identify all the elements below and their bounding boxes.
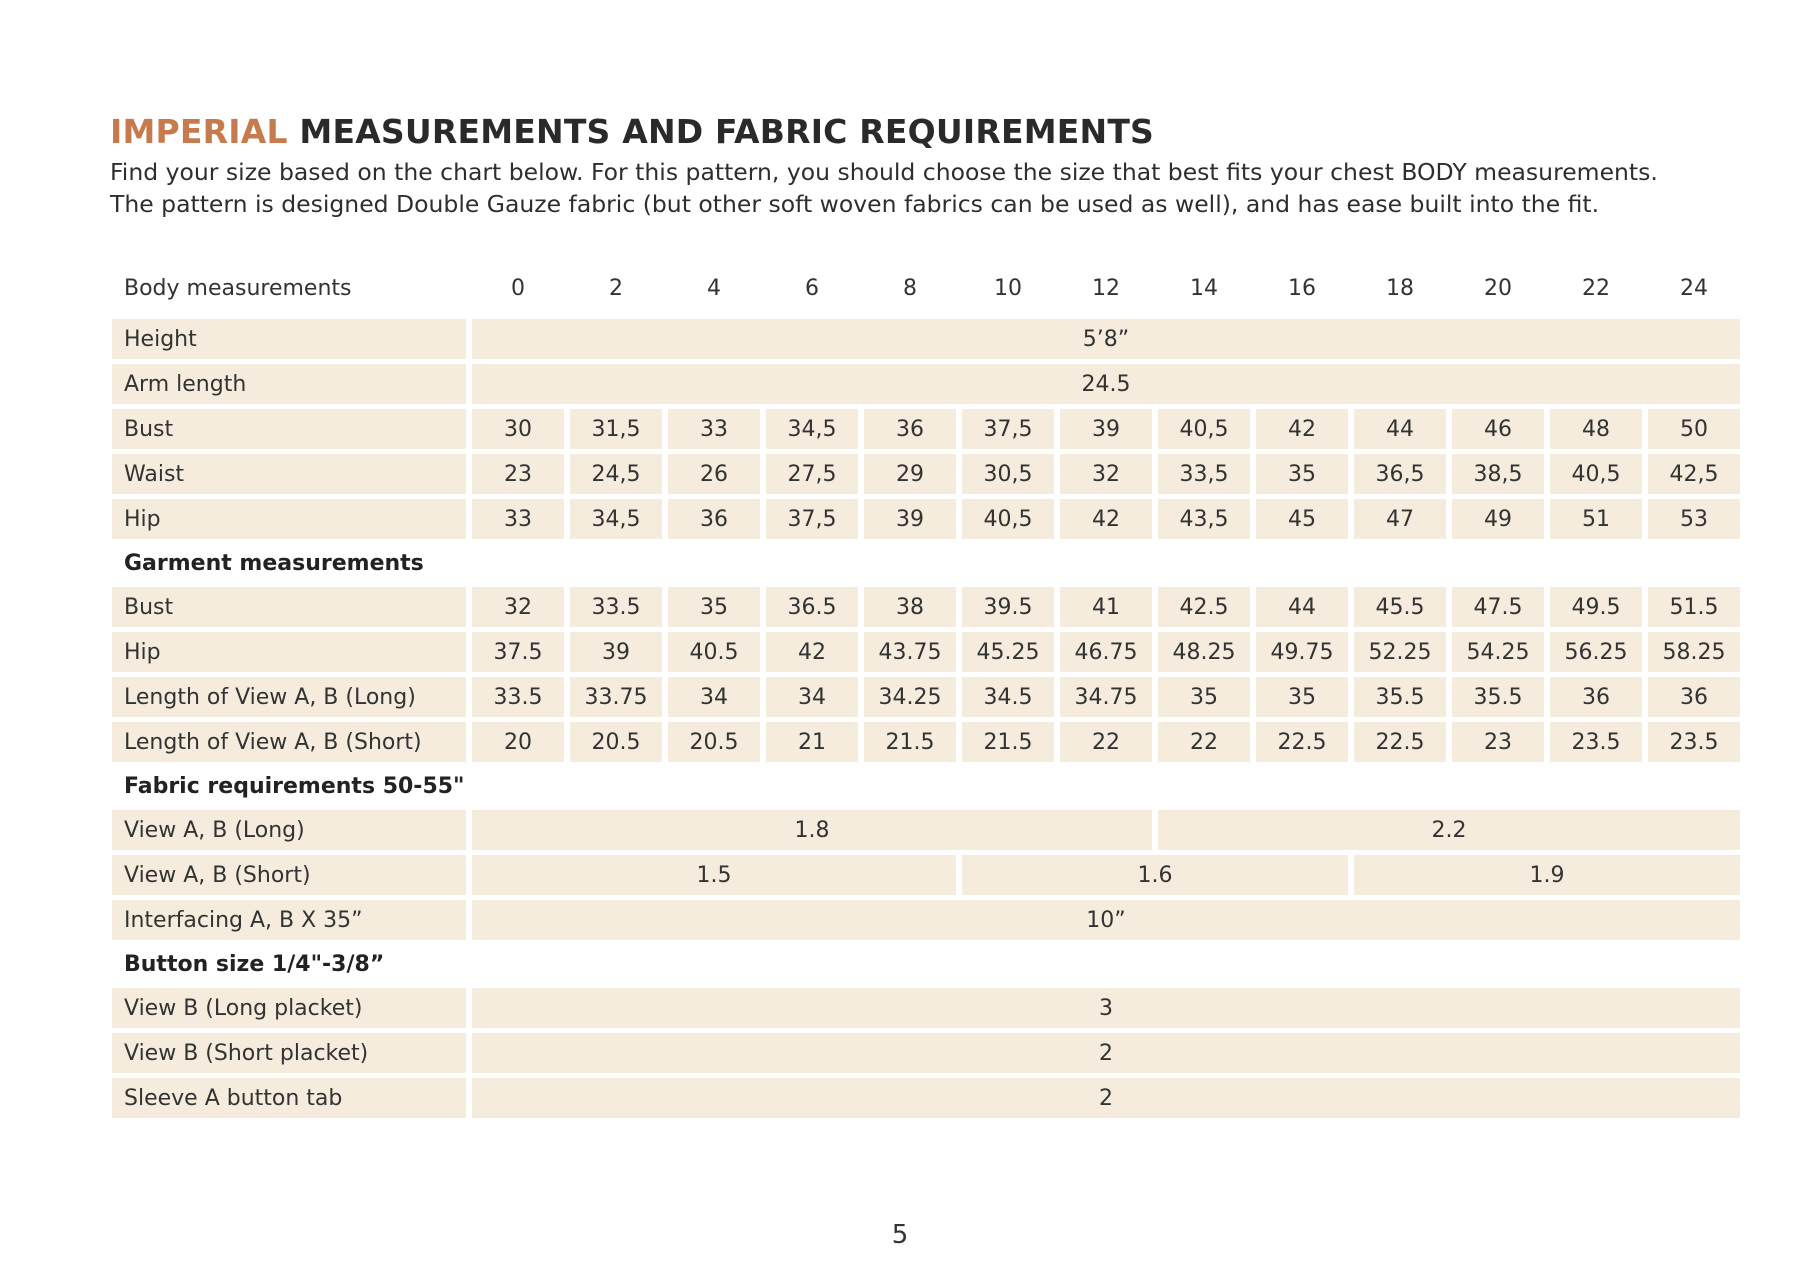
merged-value-cell: 1.6 <box>962 855 1348 895</box>
measurement-row <box>112 677 1740 717</box>
value-cell: 33 <box>472 499 564 539</box>
value-cell: 31,5 <box>570 409 662 449</box>
row-label: Length of View A, B (Short) <box>112 722 466 762</box>
measurement-row <box>112 587 1740 627</box>
size-header: 20 <box>1484 275 1512 301</box>
value-cell: 33.75 <box>570 677 662 717</box>
intro-text <box>110 156 1750 220</box>
row-label: Bust <box>112 587 466 627</box>
value-cell: 45.25 <box>962 632 1054 672</box>
value-cell: 22.5 <box>1354 722 1446 762</box>
value-cell: 54.25 <box>1452 632 1544 672</box>
value-cell: 51.5 <box>1648 587 1740 627</box>
row-label: Hip <box>112 499 466 539</box>
value-cell: 47 <box>1354 499 1446 539</box>
value-cell: 34.5 <box>962 677 1054 717</box>
title-accent: IMPERIAL <box>110 112 288 151</box>
row-label: View B (Long placket) <box>112 988 466 1028</box>
size-header: 6 <box>805 275 819 301</box>
row-label: Interfacing A, B X 35” <box>112 900 466 940</box>
value-cell: 35 <box>668 587 760 627</box>
value-cell: 45 <box>1256 499 1348 539</box>
value-cell: 40,5 <box>962 499 1054 539</box>
value-cell: 33.5 <box>570 587 662 627</box>
value-cell: 42 <box>1256 409 1348 449</box>
value-cell: 40.5 <box>668 632 760 672</box>
value-cell: 37,5 <box>962 409 1054 449</box>
value-cell: 39 <box>570 632 662 672</box>
value-cell: 38,5 <box>1452 454 1544 494</box>
value-cell: 42 <box>766 632 858 672</box>
value-cell: 29 <box>864 454 956 494</box>
size-chart-table <box>106 257 1746 1123</box>
row-label: Waist <box>112 454 466 494</box>
value-cell: 45.5 <box>1354 587 1446 627</box>
size-header: 8 <box>903 275 917 301</box>
row-label: Height <box>112 319 466 359</box>
row-label: View A, B (Long) <box>112 810 466 850</box>
size-header: 18 <box>1386 275 1414 301</box>
section-heading: Garment measurements <box>124 550 424 576</box>
value-cell: 33 <box>668 409 760 449</box>
value-cell: 36 <box>864 409 956 449</box>
row-label: Arm length <box>112 364 466 404</box>
size-header: 10 <box>994 275 1022 301</box>
measurement-row <box>112 409 1740 449</box>
value-cell: 43,5 <box>1158 499 1250 539</box>
value-cell: 51 <box>1550 499 1642 539</box>
row-label: Bust <box>112 409 466 449</box>
section-heading-row <box>112 945 1740 983</box>
measurement-row <box>112 1078 1740 1118</box>
value-cell: 34.25 <box>864 677 956 717</box>
value-cell: 56.25 <box>1550 632 1642 672</box>
value-cell: 36,5 <box>1354 454 1446 494</box>
value-cell: 44 <box>1354 409 1446 449</box>
measurement-row <box>112 988 1740 1028</box>
value-cell: 49.75 <box>1256 632 1348 672</box>
value-cell: 35 <box>1256 454 1348 494</box>
merged-value-cell: 2.2 <box>1158 810 1740 850</box>
value-cell: 33.5 <box>472 677 564 717</box>
value-cell: 39 <box>1060 409 1152 449</box>
row-label: Length of View A, B (Long) <box>112 677 466 717</box>
value-cell: 48 <box>1550 409 1642 449</box>
value-cell: 40,5 <box>1550 454 1642 494</box>
header-label: Body measurements <box>124 275 352 301</box>
intro-line: The pattern is designed Double Gauze fabric (but other soft woven fabrics can be used as well), and has ease built into the fit. <box>110 190 1600 218</box>
value-cell: 34 <box>766 677 858 717</box>
measurement-row <box>112 454 1740 494</box>
value-cell: 46 <box>1452 409 1544 449</box>
value-cell: 34,5 <box>570 499 662 539</box>
merged-value-cell: 2 <box>472 1078 1740 1118</box>
value-cell: 58.25 <box>1648 632 1740 672</box>
measurement-row <box>112 319 1740 359</box>
size-header: 16 <box>1288 275 1316 301</box>
row-label: Sleeve A button tab <box>112 1078 466 1118</box>
value-cell: 46.75 <box>1060 632 1152 672</box>
row-label: View B (Short placket) <box>112 1033 466 1073</box>
page-title <box>110 112 1154 151</box>
measurement-row <box>112 364 1740 404</box>
title-rest: MEASUREMENTS AND FABRIC REQUIREMENTS <box>299 112 1155 151</box>
value-cell: 42 <box>1060 499 1152 539</box>
value-cell: 22 <box>1158 722 1250 762</box>
value-cell: 36 <box>668 499 760 539</box>
value-cell: 22 <box>1060 722 1152 762</box>
value-cell: 35.5 <box>1452 677 1544 717</box>
value-cell: 23 <box>1452 722 1544 762</box>
value-cell: 27,5 <box>766 454 858 494</box>
value-cell: 49 <box>1452 499 1544 539</box>
value-cell: 53 <box>1648 499 1740 539</box>
value-cell: 23 <box>472 454 564 494</box>
value-cell: 41 <box>1060 587 1152 627</box>
value-cell: 39.5 <box>962 587 1054 627</box>
value-cell: 20.5 <box>668 722 760 762</box>
section-heading-row <box>112 767 1740 805</box>
header-row <box>112 262 1740 314</box>
value-cell: 34.75 <box>1060 677 1152 717</box>
value-cell: 36.5 <box>766 587 858 627</box>
value-cell: 33,5 <box>1158 454 1250 494</box>
merged-value-cell: 5’8” <box>472 319 1740 359</box>
value-cell: 49.5 <box>1550 587 1642 627</box>
value-cell: 35.5 <box>1354 677 1446 717</box>
value-cell: 24,5 <box>570 454 662 494</box>
merged-value-cell: 1.9 <box>1354 855 1740 895</box>
value-cell: 34 <box>668 677 760 717</box>
value-cell: 35 <box>1256 677 1348 717</box>
page-number: 5 <box>891 1220 909 1250</box>
size-header: 4 <box>707 275 721 301</box>
value-cell: 20 <box>472 722 564 762</box>
size-header: 14 <box>1190 275 1218 301</box>
value-cell: 35 <box>1158 677 1250 717</box>
intro-line: Find your size based on the chart below. For this pattern, you should choose the size that best fits your chest BODY measurements. <box>110 158 1658 186</box>
size-header: 2 <box>609 275 623 301</box>
value-cell: 20.5 <box>570 722 662 762</box>
value-cell: 47.5 <box>1452 587 1544 627</box>
value-cell: 23.5 <box>1550 722 1642 762</box>
measurement-row <box>112 722 1740 762</box>
merged-value-cell: 1.5 <box>472 855 956 895</box>
value-cell: 30,5 <box>962 454 1054 494</box>
value-cell: 39 <box>864 499 956 539</box>
merged-value-cell: 1.8 <box>472 810 1152 850</box>
value-cell: 32 <box>1060 454 1152 494</box>
section-heading-row <box>112 544 1740 582</box>
value-cell: 37.5 <box>472 632 564 672</box>
value-cell: 36 <box>1648 677 1740 717</box>
merged-value-cell: 2 <box>472 1033 1740 1073</box>
value-cell: 42,5 <box>1648 454 1740 494</box>
value-cell: 40,5 <box>1158 409 1250 449</box>
value-cell: 30 <box>472 409 564 449</box>
size-header: 22 <box>1582 275 1610 301</box>
merged-value-cell: 3 <box>472 988 1740 1028</box>
size-header: 24 <box>1680 275 1708 301</box>
measurement-row <box>112 499 1740 539</box>
measurement-row <box>112 1033 1740 1073</box>
value-cell: 23.5 <box>1648 722 1740 762</box>
value-cell: 21.5 <box>864 722 956 762</box>
value-cell: 50 <box>1648 409 1740 449</box>
value-cell: 52.25 <box>1354 632 1446 672</box>
section-heading: Button size 1/4"-3/8” <box>124 951 385 977</box>
measurement-row <box>112 632 1740 672</box>
size-header: 12 <box>1092 275 1120 301</box>
value-cell: 32 <box>472 587 564 627</box>
value-cell: 42.5 <box>1158 587 1250 627</box>
value-cell: 38 <box>864 587 956 627</box>
measurement-row <box>112 855 1740 895</box>
value-cell: 22.5 <box>1256 722 1348 762</box>
value-cell: 36 <box>1550 677 1642 717</box>
value-cell: 48.25 <box>1158 632 1250 672</box>
value-cell: 43.75 <box>864 632 956 672</box>
value-cell: 26 <box>668 454 760 494</box>
section-heading: Fabric requirements 50-55" <box>124 773 465 799</box>
size-header: 0 <box>511 275 525 301</box>
row-label: Hip <box>112 632 466 672</box>
value-cell: 37,5 <box>766 499 858 539</box>
row-label: View A, B (Short) <box>112 855 466 895</box>
value-cell: 21.5 <box>962 722 1054 762</box>
value-cell: 21 <box>766 722 858 762</box>
value-cell: 44 <box>1256 587 1348 627</box>
value-cell: 34,5 <box>766 409 858 449</box>
measurement-row <box>112 900 1740 940</box>
merged-value-cell: 10” <box>472 900 1740 940</box>
merged-value-cell: 24.5 <box>472 364 1740 404</box>
measurement-row <box>112 810 1740 850</box>
